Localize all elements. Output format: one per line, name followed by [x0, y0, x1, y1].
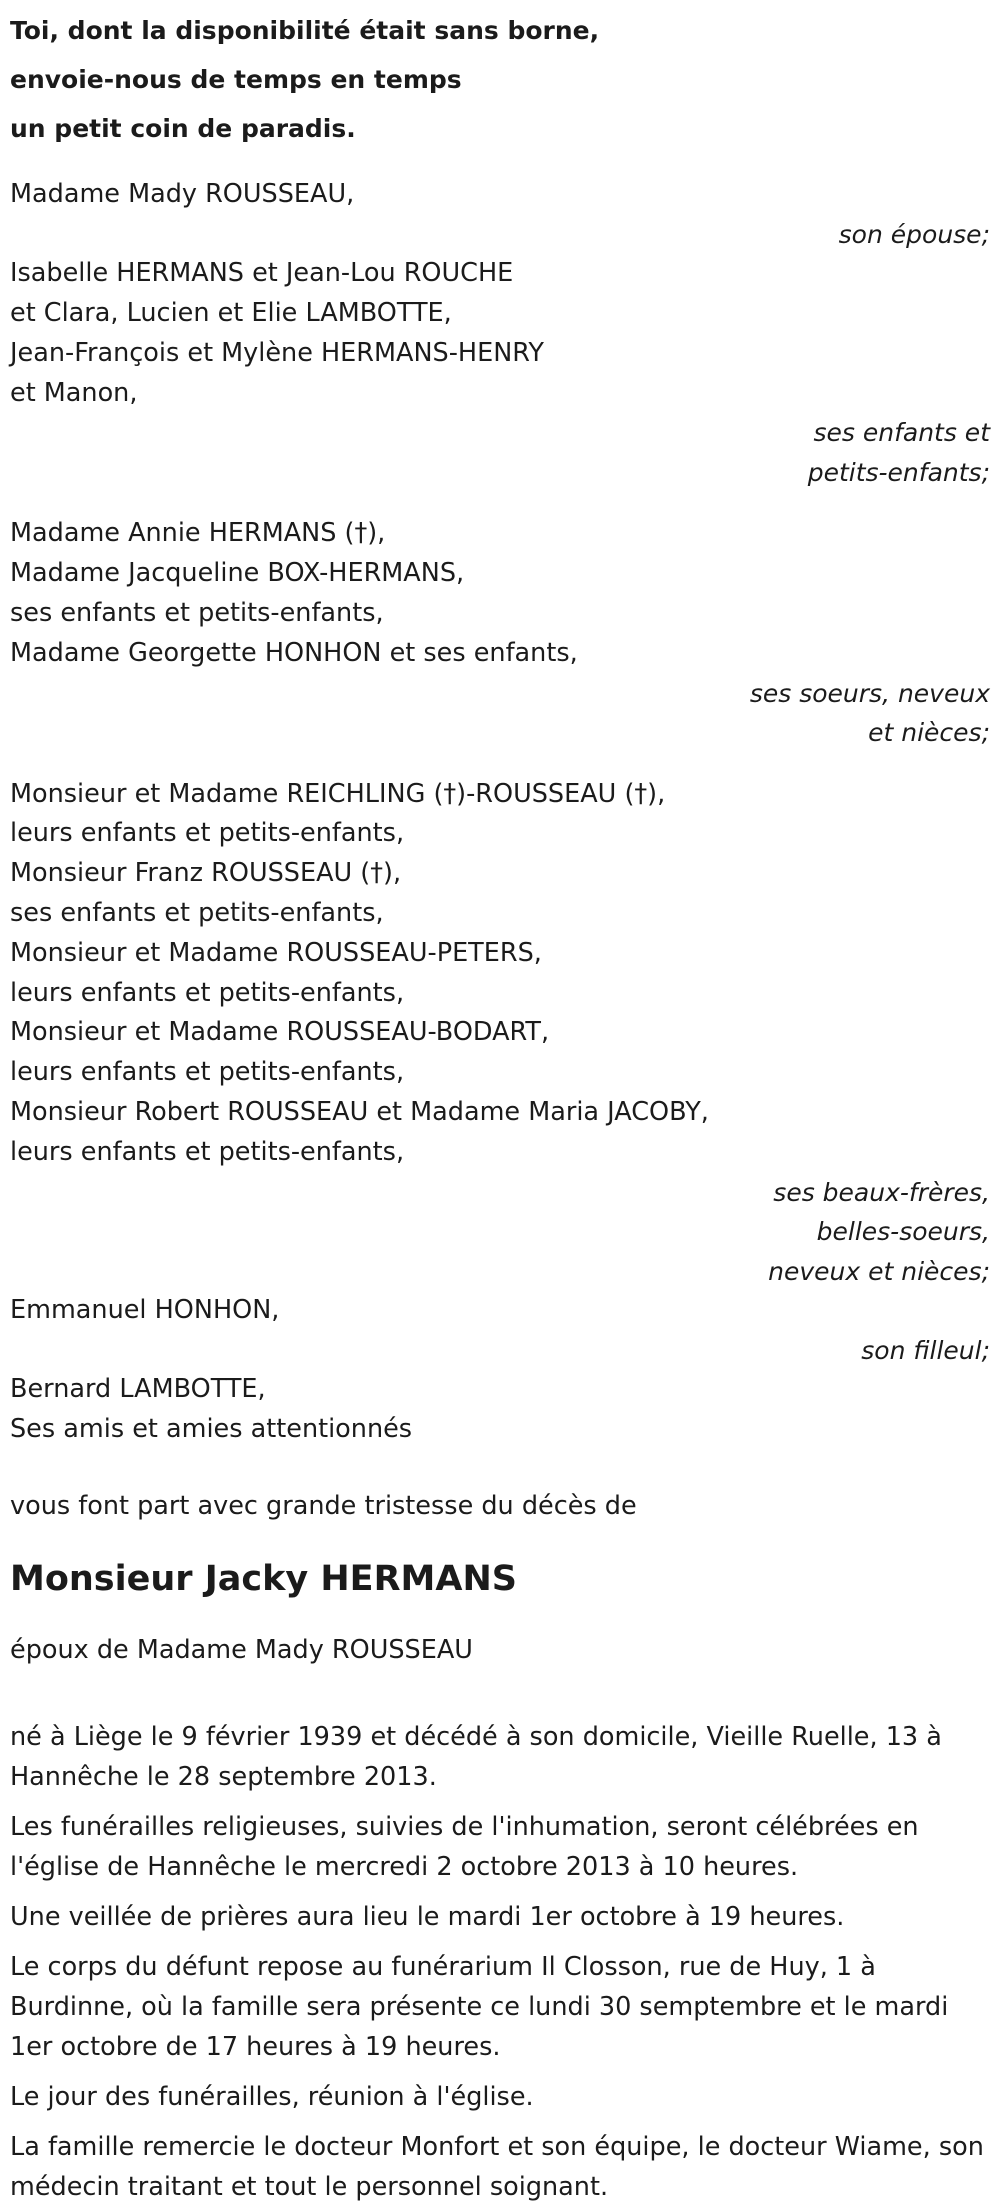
relation-label: ses soeurs, neveux: [749, 678, 990, 708]
family-line: ses enfants et petits-enfants,: [10, 598, 384, 629]
family-line: Jean-François et Mylène HERMANS-HENRY: [10, 337, 544, 368]
family-line: Madame Georgette HONHON et ses enfants,: [10, 637, 578, 668]
details: [10, 1717, 990, 2207]
relation-label: son filleul;: [861, 1335, 990, 1365]
godson-group: [10, 1291, 990, 1370]
family-line: Emmanuel HONHON,: [10, 1295, 280, 1326]
relation-label: ses enfants et: [813, 418, 990, 448]
family-line: Monsieur et Madame ROUSSEAU-PETERS,: [10, 937, 542, 968]
family-line: ses enfants et petits-enfants,: [10, 898, 384, 929]
detail-paragraph: Les funérailles religieuses, suivies de l'inhumation, seront célébrées en l'église de Hannêche le mercredi 2 octobre 2013 à 10 heures.: [10, 1811, 919, 1882]
relation-label: neveux et nièces;: [768, 1256, 990, 1286]
announcement: vous font part avec grande tristesse du décès de: [10, 1491, 637, 1522]
family-line: et Manon,: [10, 377, 138, 408]
relation-label: et nièces;: [868, 718, 990, 748]
family-line: Monsieur et Madame ROUSSEAU-BODART,: [10, 1017, 550, 1048]
family-line: leurs enfants et petits-enfants,: [10, 1057, 405, 1088]
poem-line: Toi, dont la disponibilité était sans borne,: [10, 16, 600, 45]
family-line: Ses amis et amies attentionnés: [10, 1414, 413, 1445]
poem-line: un petit coin de paradis.: [10, 114, 356, 143]
spouse-of: époux de Madame Mady ROUSSEAU: [10, 1634, 473, 1665]
detail-paragraph: Une veillée de prières aura lieu le mardi 1er octobre à 19 heures.: [10, 1901, 845, 1932]
sisters-group: [10, 514, 990, 752]
detail-paragraph: Le jour des funérailles, réunion à l'église.: [10, 2081, 534, 2112]
family-line: Isabelle HERMANS et Jean-Lou ROUCHE: [10, 258, 514, 289]
inlaws-group: [10, 775, 990, 1291]
detail-paragraph: La famille remercie le docteur Monfort et son équipe, le docteur Wiame, son médecin traitant et tout le personnel soignant.: [10, 2131, 984, 2202]
detail-paragraph: né à Liège le 9 février 1939 et décédé à son domicile, Vieille Ruelle, 13 à Hannêche le 28 septembre 2013.: [10, 1721, 942, 1792]
relation-label: son épouse;: [838, 219, 990, 249]
family-line: Bernard LAMBOTTE,: [10, 1374, 266, 1405]
obituary-page: [0, 6, 1000, 2202]
family-line: Monsieur et Madame REICHLING (†)-ROUSSEAU (†),: [10, 778, 666, 809]
family-line: Madame Jacqueline BOX-HERMANS,: [10, 558, 465, 589]
obituary-content: [10, 6, 990, 2207]
family-line: Madame Annie HERMANS (†),: [10, 518, 386, 549]
detail-paragraph: Le corps du défunt repose au funérarium Il Closson, rue de Huy, 1 à Burdinne, où la famille sera présente ce lundi 30 semptembre et le mardi 1er octobre de 17 heures à 19 heures.: [10, 1951, 949, 2062]
family-line: Monsieur Franz ROUSSEAU (†),: [10, 858, 402, 889]
spouse-group: [10, 175, 990, 254]
children-group: [10, 254, 990, 492]
family-line: leurs enfants et petits-enfants,: [10, 977, 405, 1008]
relation-label: ses beaux-frères,: [773, 1177, 990, 1207]
deceased-name: Monsieur Jacky HERMANS: [10, 1558, 517, 1599]
relation-label: petits-enfants;: [807, 457, 990, 487]
family-line: Monsieur Robert ROUSSEAU et Madame Maria JACOBY,: [10, 1097, 709, 1128]
friends-group: [10, 1370, 990, 1450]
poem: [10, 6, 990, 153]
relation-label: belles-soeurs,: [816, 1217, 990, 1247]
family-line: leurs enfants et petits-enfants,: [10, 818, 405, 849]
poem-line: envoie-nous de temps en temps: [10, 65, 462, 94]
family-line: leurs enfants et petits-enfants,: [10, 1136, 405, 1167]
family-line: et Clara, Lucien et Elie LAMBOTTE,: [10, 298, 452, 329]
family-line: Madame Mady ROUSSEAU,: [10, 179, 355, 209]
